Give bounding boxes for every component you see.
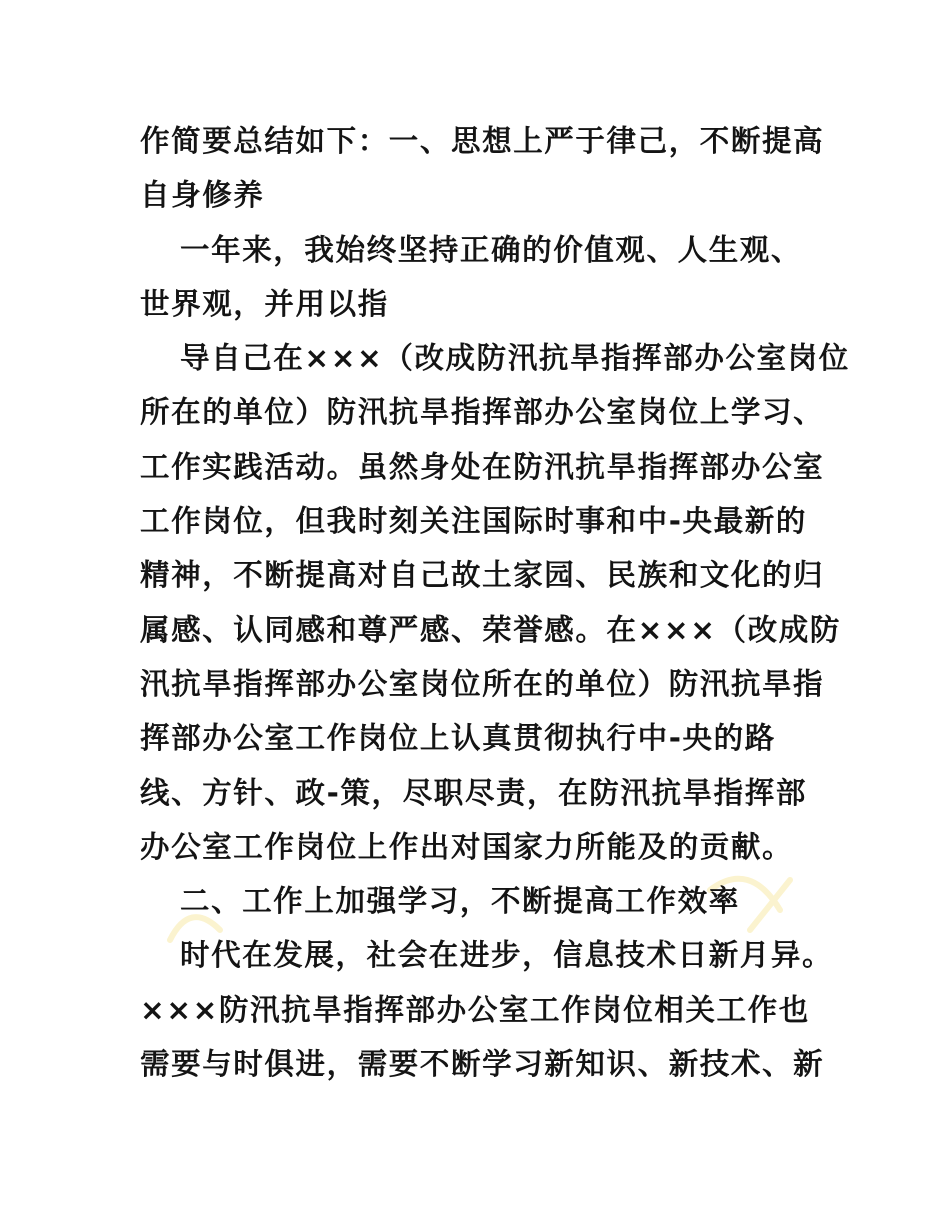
text-line: 精神，不断提高对自己故土家园、民族和文化的归 — [140, 558, 825, 593]
text-line: ×××防汛抗旱指挥部办公室工作岗位相关工作也 — [140, 992, 810, 1027]
text-line: 需要与时俱进，需要不断学习新知识、新技术、新 — [140, 1047, 825, 1082]
text-line: 属感、认同感和尊严感、荣誉感。在×××（改成防 — [140, 612, 841, 647]
text-line: 世界观，并用以指 — [140, 286, 389, 321]
text-line: 作简要总结如下：一、思想上严于律己，不断提高 — [140, 124, 825, 158]
text-line: 办公室工作岗位上作出对国家力所能及的贡献。 — [140, 829, 794, 864]
text-line: 线、方针、政-策，尽职尽责，在防汛抗旱指挥部 — [140, 775, 807, 810]
section-heading: 二、工作上加强学习，不断提高工作效率 — [180, 884, 740, 919]
body-text — [140, 114, 850, 1091]
text-line: 工作实践活动。虽然身处在防汛抗旱指挥部办公室 — [140, 449, 825, 484]
text-line: 挥部办公室工作岗位上认真贯彻执行中-央的路 — [140, 721, 776, 756]
text-line: 一年来，我始终坚持正确的价值观、人生观、 — [180, 232, 803, 267]
text-line: 汛抗旱指挥部办公室岗位所在的单位）防汛抗旱指 — [140, 666, 825, 701]
text-line: 导自己在×××（改成防汛抗旱指挥部办公室岗位 — [180, 341, 850, 376]
text-line: 所在的单位）防汛抗旱指挥部办公室岗位上学习、 — [140, 395, 825, 430]
text-line: 自身修养 — [140, 178, 265, 213]
text-line: 时代在发展，社会在进步，信息技术日新月异。 — [180, 938, 834, 973]
text-line: 工作岗位，但我时刻关注国际时事和中-央最新的 — [140, 504, 807, 539]
